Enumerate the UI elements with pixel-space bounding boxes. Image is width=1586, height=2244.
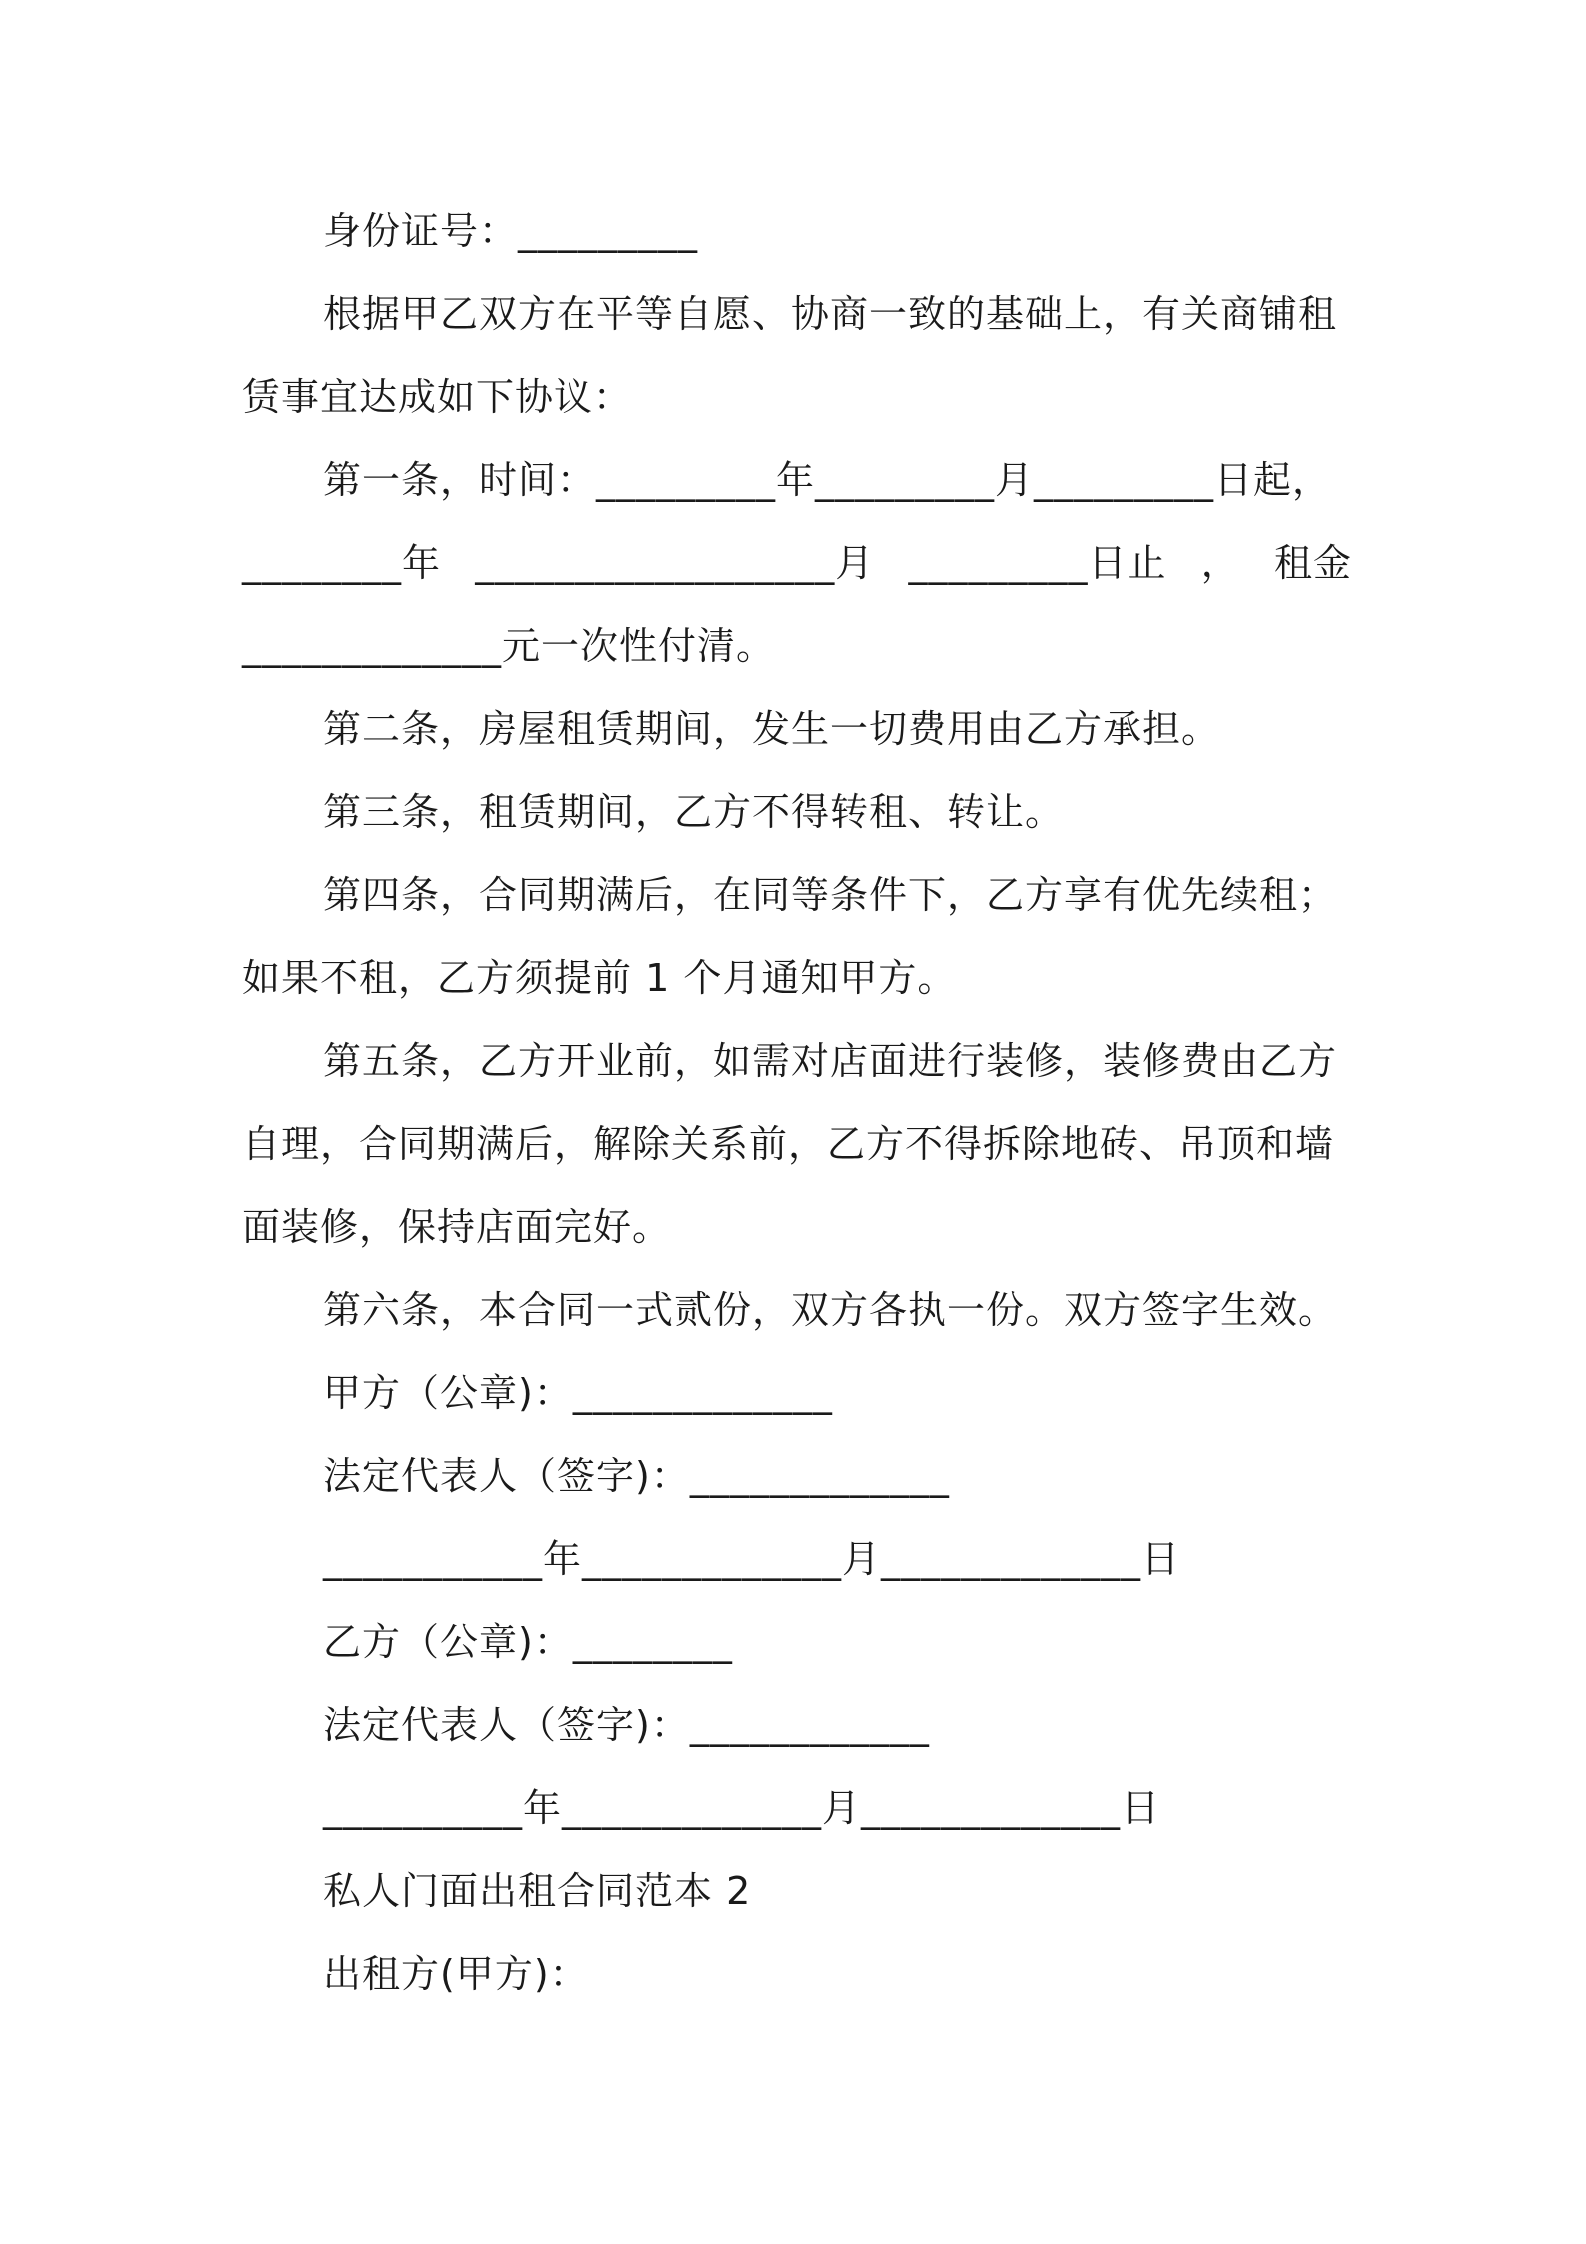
article-4-line-2: 如果不租，乙方须提前 1 个月通知甲方。	[242, 956, 957, 1000]
article-5-line-3: 面装修，保持店面完好。	[242, 1205, 672, 1249]
article-1-day-end: _________日止	[908, 541, 1167, 585]
party-b-representative: 法定代表人（签字)：____________	[323, 1703, 930, 1747]
preamble-line-1: 根据甲乙双方在平等自愿、协商一致的基础上，有关商铺租	[323, 292, 1338, 336]
article-5-line-1: 第五条，乙方开业前，如需对店面进行装修，装修费由乙方	[323, 1039, 1338, 1083]
article-4-line-1: 第四条，合同期满后，在同等条件下，乙方享有优先续租；	[323, 873, 1338, 917]
article-2: 第二条，房屋租赁期间，发生一切费用由乙方承担。	[323, 707, 1221, 751]
article-1-line-3: _____________元一次性付清。	[242, 624, 776, 668]
article-1-year-blank: ________年	[242, 541, 442, 585]
template-2-title: 私人门面出租合同范本 2	[323, 1869, 752, 1913]
article-1-line-2	[242, 522, 1352, 605]
party-b-seal: 乙方（公章)：________	[323, 1620, 733, 1664]
party-a-seal: 甲方（公章)：_____________	[323, 1371, 833, 1415]
preamble-line-2: 赁事宜达成如下协议：	[242, 375, 633, 419]
article-1-line-1: 第一条，时间：_________年_________月_________日起，	[323, 458, 1332, 502]
article-3: 第三条，租赁期间，乙方不得转租、转让。	[323, 790, 1065, 834]
party-a-date: ___________年_____________月_____________日	[323, 1537, 1181, 1581]
id-number-line: 身份证号：_________	[323, 209, 699, 253]
lessor-label: 出租方(甲方)：	[323, 1952, 589, 1996]
article-1-month-blank: __________________月	[475, 541, 875, 585]
article-1-comma: ，	[1200, 541, 1240, 585]
party-a-representative: 法定代表人（签字)：_____________	[323, 1454, 950, 1498]
document-page	[242, 190, 1352, 2016]
party-b-date: __________年_____________月_____________日	[323, 1786, 1161, 1830]
article-5-line-2: 自理，合同期满后，解除关系前，乙方不得拆除地砖、吊顶和墙	[242, 1122, 1335, 1166]
article-6: 第六条，本合同一式贰份，双方各执一份。双方签字生效。	[323, 1288, 1338, 1332]
article-1-rent-label: 租金	[1273, 541, 1352, 585]
